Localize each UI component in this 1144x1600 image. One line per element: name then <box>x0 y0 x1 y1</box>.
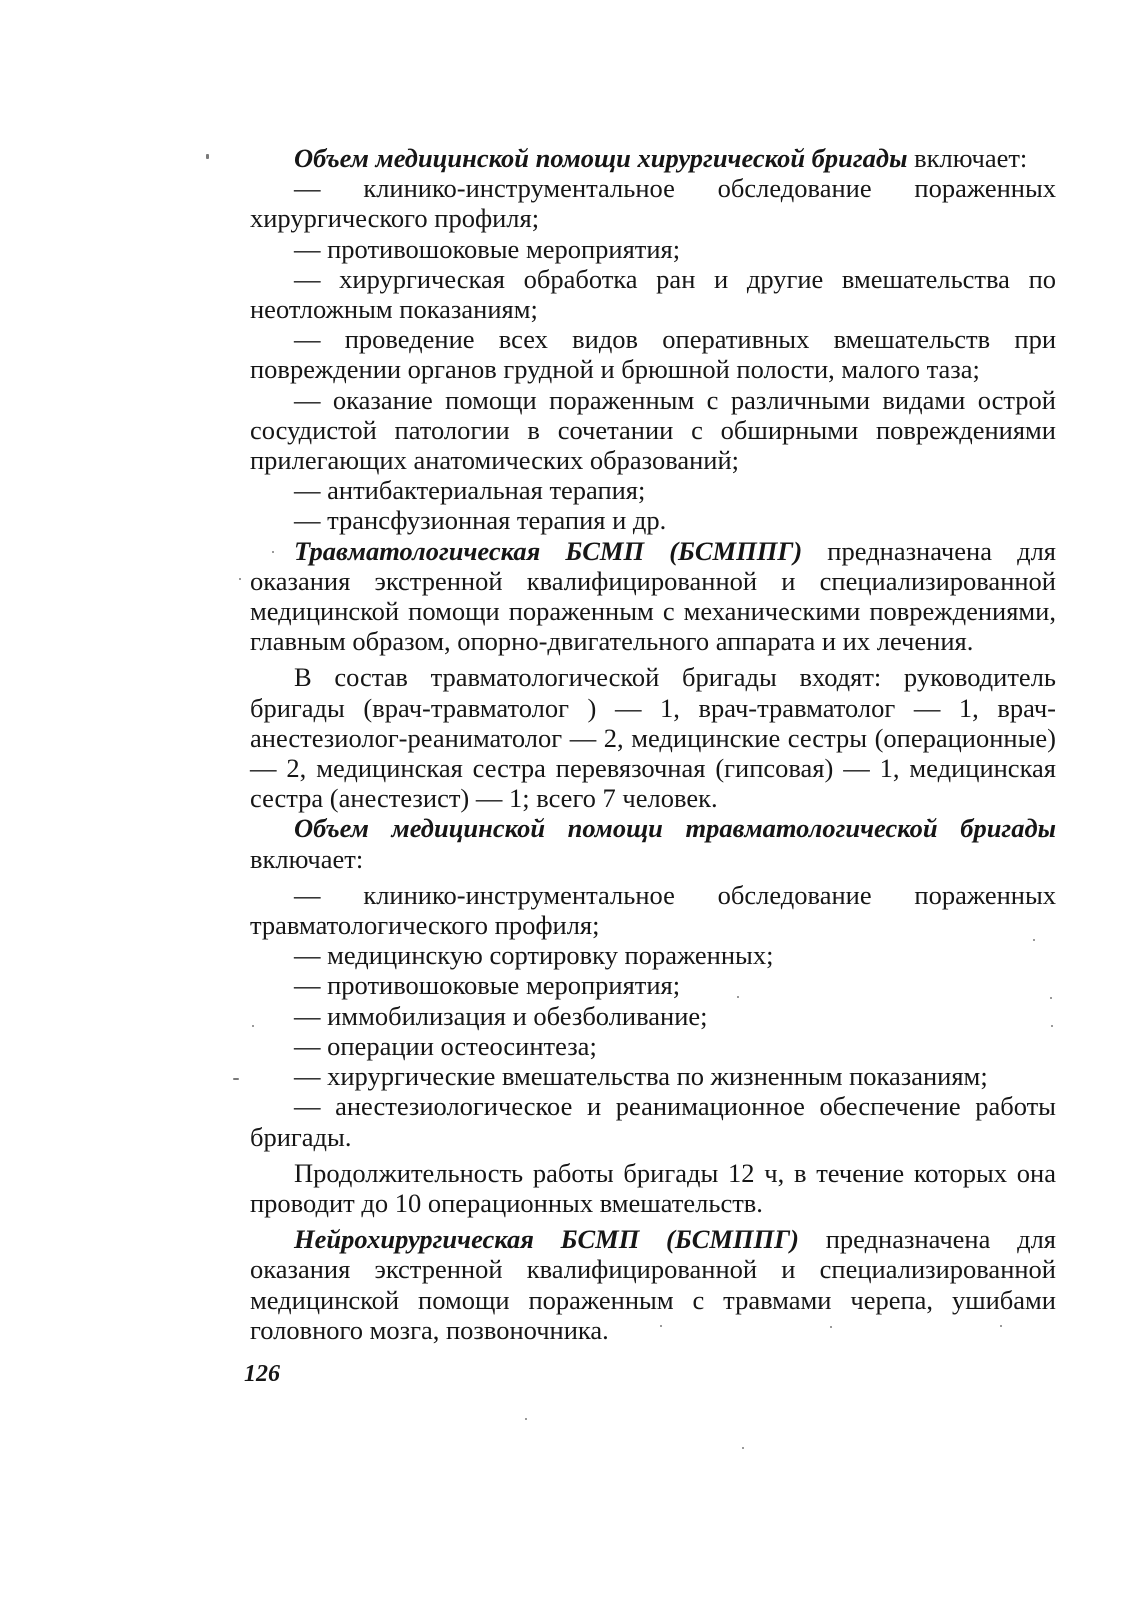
paragraph-text: — клинико-инструментальное обследование пораженных хирургического профиля; <box>250 173 1056 234</box>
paragraph-text: — медицинскую сортировку пораженных; <box>294 940 774 971</box>
paragraph <box>250 324 1056 384</box>
paragraph-text: — операции остеосинтеза; <box>294 1030 597 1061</box>
scan-speck <box>525 1418 527 1420</box>
scan-speck <box>660 1325 662 1327</box>
paragraph <box>250 1158 1056 1218</box>
scan-speck <box>737 996 739 998</box>
paragraph-text: предназначена для оказания экстренной квалифицированной и специализированной медицинской помощи пораженным с механическими повреждениями, главным образом, опорно-двигательного аппарата и их лечения. <box>250 535 1056 657</box>
paragraph-lead: Объем медицинской помощи хирургической бригады <box>294 143 908 173</box>
paragraph <box>250 1031 1056 1061</box>
paragraph-text: — хирургическая обработка ран и другие вмешательства по неотложным показаниям; <box>250 263 1056 325</box>
scan-speck <box>233 1078 239 1080</box>
paragraph-text: — хирургические вмешательства по жизненным показаниям; <box>294 1061 988 1092</box>
page-text <box>250 143 1056 1345</box>
scan-speck <box>1051 1025 1053 1027</box>
scan-speck <box>239 578 241 580</box>
paragraph-text: Продолжительность работы бригады 12 ч, в течение которых она проводит до 10 операционных вмешательств. <box>250 1157 1056 1218</box>
scan-speck <box>830 1326 832 1328</box>
scan-speck <box>742 1447 744 1449</box>
paragraph-lead: Травматологическая БСМП (БСМППГ) <box>294 535 803 566</box>
paragraph <box>250 536 1056 657</box>
paragraph <box>250 970 1056 1000</box>
paragraph-text: включает: <box>907 143 1028 173</box>
scan-speck <box>272 551 274 553</box>
paragraph <box>250 264 1056 324</box>
paragraph-lead: Нейрохирургическая БСМП (БСМППГ) <box>294 1224 799 1255</box>
paragraph-text: — оказание помощи пораженным с различными видами острой сосудистой патологии в сочетании с обширными повреждениями прилегающих анатомических образований; <box>250 384 1056 476</box>
paragraph-text: предназначена для оказания экстренной квалифицированной и специализированной медицинской помощи пораженным с травмами черепа, ушибами головного мозга, позвоночника. <box>250 1224 1056 1345</box>
paragraph-text: — иммобилизация и обезболивание; <box>294 1000 708 1031</box>
paragraph <box>250 813 1056 873</box>
paragraph <box>250 475 1056 505</box>
paragraph <box>250 173 1056 233</box>
paragraph <box>250 1061 1056 1091</box>
scan-speck <box>1050 997 1052 999</box>
paragraph <box>250 1091 1056 1151</box>
paragraph <box>250 1224 1056 1345</box>
scan-speck <box>206 154 209 159</box>
scan-speck <box>1033 939 1035 941</box>
paragraph-text: — противошоковые мероприятия; <box>294 970 681 1001</box>
page-number: 126 <box>244 1361 280 1387</box>
paragraph <box>250 940 1056 970</box>
paragraph <box>250 505 1056 535</box>
paragraph <box>250 662 1056 813</box>
paragraph-text: — антибактериальная терапия; <box>294 475 646 506</box>
paragraph-text: — анестезиологическое и реанимационное обеспечение работы бригады. <box>250 1091 1056 1152</box>
paragraph-text: включает: <box>250 843 364 874</box>
paragraph <box>250 143 1056 173</box>
paragraph <box>250 1001 1056 1031</box>
paragraph <box>250 880 1056 940</box>
paragraph-text: — проведение всех видов оперативных вмешательств при повреждении органов грудной и брюшной полости, малого таза; <box>250 324 1056 385</box>
paragraph <box>250 385 1056 476</box>
paragraph <box>250 234 1056 264</box>
paragraph-lead: Объем медицинской помощи травматологической бригады <box>294 813 1056 844</box>
paragraph-text: — противошоковые мероприятия; <box>294 233 681 264</box>
paragraph-text: В состав травматологической бригады входят: руководитель бригады (врач-травматолог ) — 1, врач-травматолог — 1, врач-анестезиолог-реаниматолог — 2, медицинские сестры (операционные) — 2, медицинская сестра перевязочная (гипсовая) — 1, медицинская сестра (анестезист) — 1; всего 7 человек. <box>250 662 1056 814</box>
paragraph-text: — трансфузионная терапия и др. <box>294 505 667 536</box>
scan-speck <box>252 1025 254 1027</box>
scan-speck <box>1000 1325 1002 1327</box>
paragraph-text: — клинико-инструментальное обследование пораженных травматологического профиля; <box>250 879 1056 941</box>
